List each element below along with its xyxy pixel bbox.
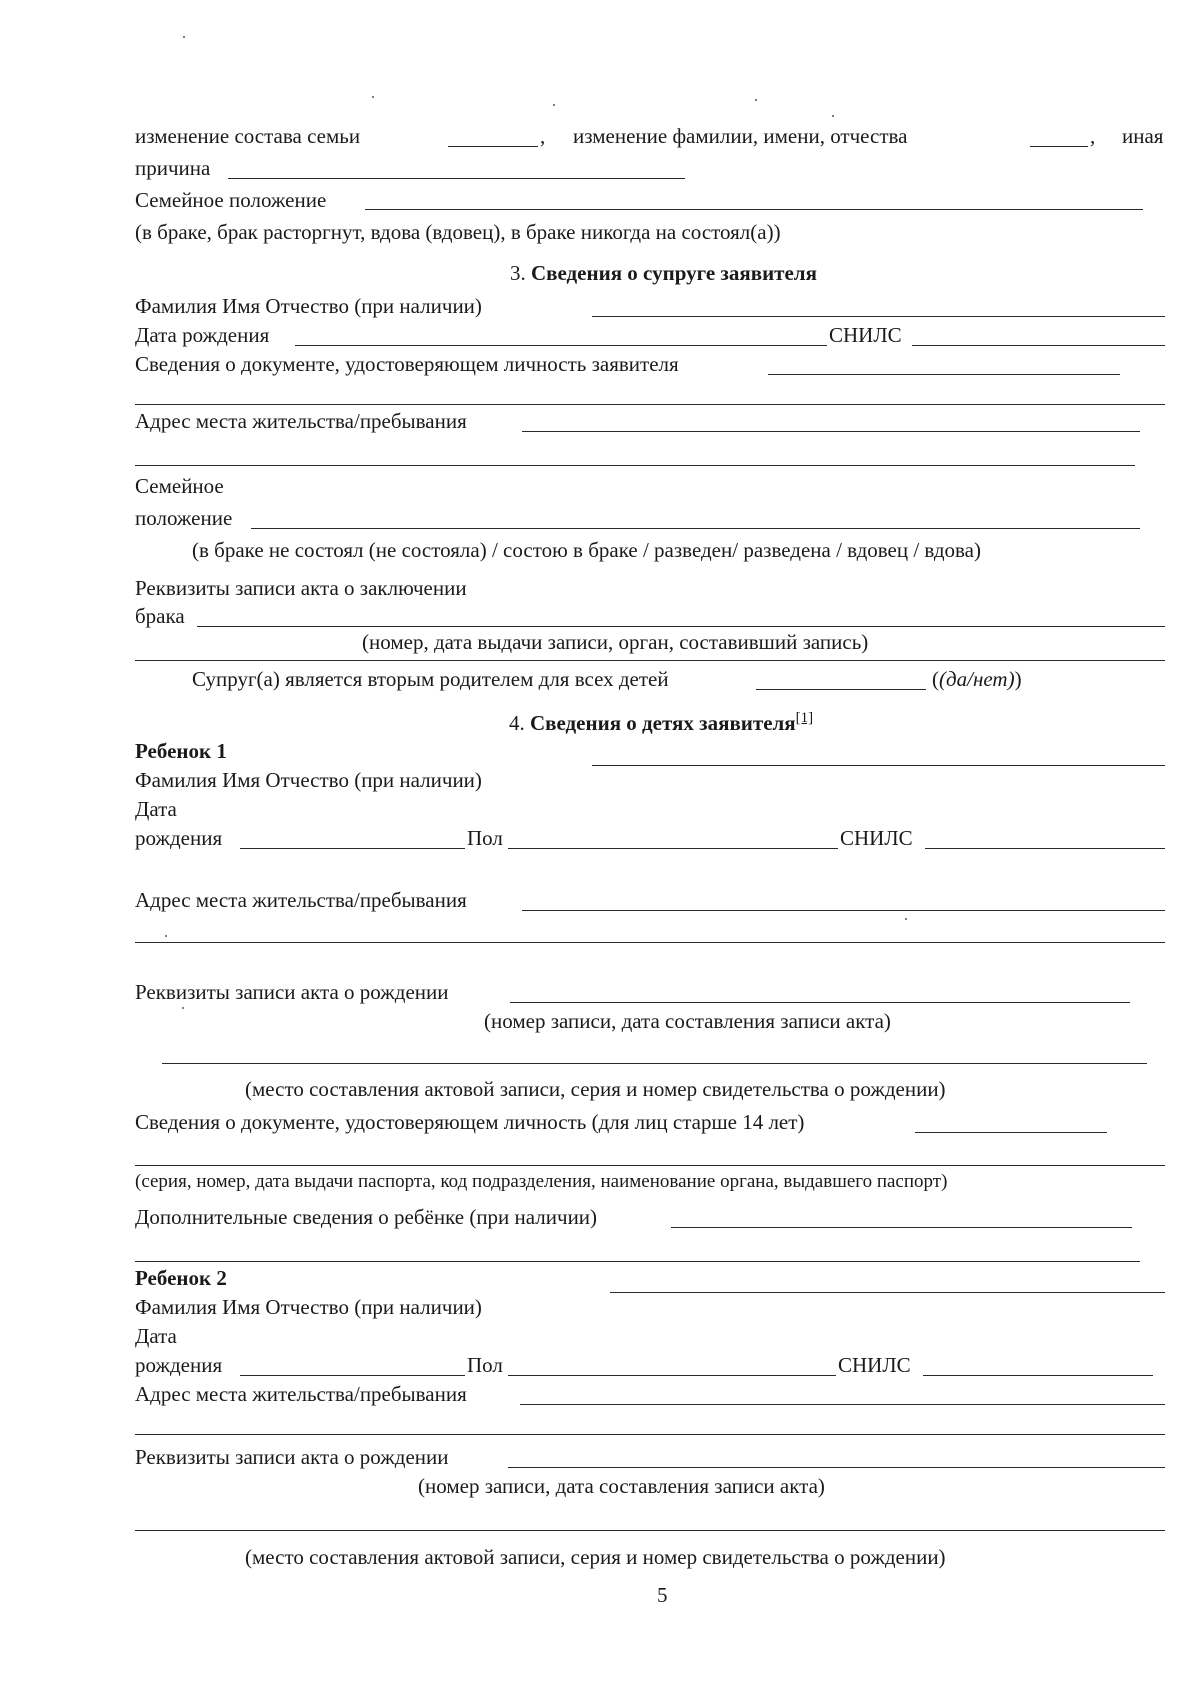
marital-status-field[interactable] — [365, 209, 1143, 210]
section-3-heading: 3. Сведения о супруге заявителя — [510, 261, 817, 285]
child-1-address-field[interactable] — [522, 910, 1165, 911]
marital-status-label: Семейное положение — [135, 188, 327, 212]
change-name-field[interactable] — [1030, 146, 1088, 147]
spouse-marital-field[interactable] — [251, 528, 1140, 529]
child-1-record-field[interactable] — [510, 1002, 1130, 1003]
scan-speck — [755, 99, 757, 101]
child-2-address-field-line2[interactable] — [135, 1434, 1165, 1435]
child-1-passport-hint: (серия, номер, дата выдачи паспорта, код подразделения, наименование органа, выдавшего паспорт) — [135, 1171, 948, 1192]
child-2-record-hint: (номер записи, дата составления записи акта) — [418, 1474, 825, 1498]
child-1-extra-label: Дополнительные сведения о ребёнке (при наличии) — [135, 1205, 598, 1229]
child-1-birth-label-2: рождения — [135, 826, 223, 850]
child-1-snils-label: СНИЛС — [840, 826, 913, 850]
child-1-place-field[interactable] — [162, 1063, 1147, 1064]
spouse-marital-hint: (в браке не состоял (не состояла) / состою в браке / разведен/ разведена / вдовец / вдова) — [192, 538, 981, 562]
child-1-snils-field[interactable] — [925, 848, 1165, 849]
spouse-address-label: Адрес места жительства/пребывания — [135, 409, 467, 433]
child-1-fio-field[interactable] — [592, 765, 1165, 766]
child-1-address-field-line2[interactable] — [135, 942, 1165, 943]
child-2-fio-label: Фамилия Имя Отчество (при наличии) — [135, 1295, 482, 1319]
scan-speck — [182, 1007, 184, 1009]
spouse-marital-label-1: Семейное — [135, 474, 224, 498]
other-label: иная — [1122, 124, 1164, 148]
spouse-doc-label: Сведения о документе, удостоверяющем личность заявителя — [135, 352, 679, 376]
child-2-snils-field[interactable] — [923, 1375, 1153, 1376]
reason-field[interactable] — [228, 178, 685, 179]
child-1-birth-field[interactable] — [240, 848, 465, 849]
spouse-address-field-line2[interactable] — [135, 465, 1135, 466]
spouse-birth-field[interactable] — [295, 345, 827, 346]
scan-speck — [832, 115, 834, 117]
child-2-heading: Ребенок 2 — [135, 1266, 227, 1290]
spouse-fio-field[interactable] — [592, 316, 1165, 317]
page-number: 5 — [657, 1583, 668, 1607]
child-1-doc-field-line2[interactable] — [135, 1165, 1165, 1166]
scan-speck — [372, 96, 374, 98]
child-1-birth-label-1: Дата — [135, 797, 177, 821]
spouse-snils-field[interactable] — [912, 345, 1165, 346]
spouse-fio-label: Фамилия Имя Отчество (при наличии) — [135, 294, 482, 318]
change-family-label: изменение состава семьи — [135, 124, 361, 148]
child-2-birth-label-2: рождения — [135, 1353, 223, 1377]
marriage-record-label-2: брака — [135, 604, 185, 628]
child-1-sex-label: Пол — [467, 826, 503, 850]
marriage-record-label-1: Реквизиты записи акта о заключении — [135, 576, 467, 600]
child-1-record-label: Реквизиты записи акта о рождении — [135, 980, 449, 1004]
spouse-snils-label: СНИЛС — [829, 323, 902, 347]
child-1-doc-field[interactable] — [915, 1132, 1107, 1133]
child-2-address-field[interactable] — [520, 1404, 1165, 1405]
scan-speck — [165, 935, 167, 937]
child-1-address-label: Адрес места жительства/пребывания — [135, 888, 467, 912]
spouse-doc-field[interactable] — [768, 374, 1120, 375]
child-2-sex-label: Пол — [467, 1353, 503, 1377]
child-2-place-hint: (место составления актовой записи, серия и номер свидетельства о рождении) — [245, 1545, 946, 1569]
child-2-snils-label: СНИЛС — [838, 1353, 911, 1377]
child-2-address-label: Адрес места жительства/пребывания — [135, 1382, 467, 1406]
child-2-place-field[interactable] — [135, 1530, 1165, 1531]
marital-status-hint: (в браке, брак расторгнут, вдова (вдовец), в браке никогда на состоял(а)) — [135, 220, 781, 244]
spouse-birth-label: Дата рождения — [135, 323, 270, 347]
change-family-field[interactable] — [448, 146, 538, 147]
child-1-sex-field[interactable] — [508, 848, 838, 849]
child-2-birth-field[interactable] — [240, 1375, 465, 1376]
child-1-record-hint: (номер записи, дата составления записи акта) — [484, 1009, 891, 1033]
change-name-label: изменение фамилии, имени, отчества — [573, 124, 908, 148]
marriage-record-hint: (номер, дата выдачи записи, орган, составивший запись) — [362, 630, 869, 654]
marriage-record-field[interactable] — [197, 626, 1165, 627]
spouse-marital-label-2: положение — [135, 506, 233, 530]
child-1-extra-field[interactable] — [671, 1227, 1132, 1228]
child-2-fio-field[interactable] — [610, 1292, 1165, 1293]
footnote-ref[interactable]: [1] — [795, 710, 814, 726]
section-4-heading: 4. Сведения о детях заявителя[1] — [509, 710, 814, 735]
reason-label: причина — [135, 156, 211, 180]
child-1-fio-label: Фамилия Имя Отчество (при наличии) — [135, 768, 482, 792]
child-2-birth-label-1: Дата — [135, 1324, 177, 1348]
scan-speck — [183, 36, 185, 38]
scan-speck — [553, 104, 555, 106]
child-1-doc-label: Сведения о документе, удостоверяющем личность (для лиц старше 14 лет) — [135, 1110, 805, 1134]
second-parent-label: Супруг(а) является вторым родителем для всех детей — [192, 667, 669, 691]
child-2-sex-field[interactable] — [508, 1375, 836, 1376]
child-2-record-field[interactable] — [508, 1467, 1165, 1468]
child-1-heading: Ребенок 1 — [135, 739, 227, 763]
child-1-extra-field-line2[interactable] — [135, 1261, 1140, 1262]
second-parent-hint: ((да/нет)) — [932, 667, 1022, 691]
form-page: изменение состава семьи , изменение фамилии, имени, отчества , иная причина Семейное положение (в браке, брак расторгнут, вдова (вдовец), в браке никогда на состоял(а)) 3. Сведения о супруге заявителя Фамилия Имя Отчество (при наличии) Дата рождения СНИЛС Сведения о документе, удостоверяющем личность заявителя Адрес места жительства/пребывания Семейное положение (в браке не состоял (не состояла) / состою в браке / разведен/ разведена / вдовец / вдова) Реквизиты записи акта о заключении брака (номер, дата выдачи записи, орган, составивший запись) Супруг(а) является вторым родителем для всех детей ((да/нет)) 4. Сведения о детях заявителя[1] Ребенок 1 Фамилия Имя Отчество (при наличии) Дата рождения Пол СНИЛС Адрес места жительства/пребывания Реквизиты записи акта о рождении (номер записи, дата составления записи акта) (место составления актовой записи, серия и номер свидетельства о рождении) Сведения о документе, удостоверяющем личность (для лиц старше 14 лет) (серия, номер, дата выдачи паспорта, код подразделения, наименование органа, выдавшего паспорт) Дополнительные сведения о ребёнке (при наличии) Ребенок 2 Фамилия Имя Отчество (при наличии) Дата рождения Пол СНИЛС Адрес места жительства/пребывания Реквизиты записи акта о рождении (номер записи, дата составления записи акта) (место составления актовой записи, серия и номер свидетельства о рождении) 5 — [0, 0, 1200, 1689]
spouse-address-field[interactable] — [522, 431, 1140, 432]
spouse-doc-field-line2[interactable] — [135, 404, 1165, 405]
marriage-record-field-line2[interactable] — [135, 660, 1165, 661]
child-2-record-label: Реквизиты записи акта о рождении — [135, 1445, 449, 1469]
child-1-place-hint: (место составления актовой записи, серия и номер свидетельства о рождении) — [245, 1077, 946, 1101]
second-parent-field[interactable] — [756, 689, 926, 690]
scan-speck — [905, 918, 907, 920]
